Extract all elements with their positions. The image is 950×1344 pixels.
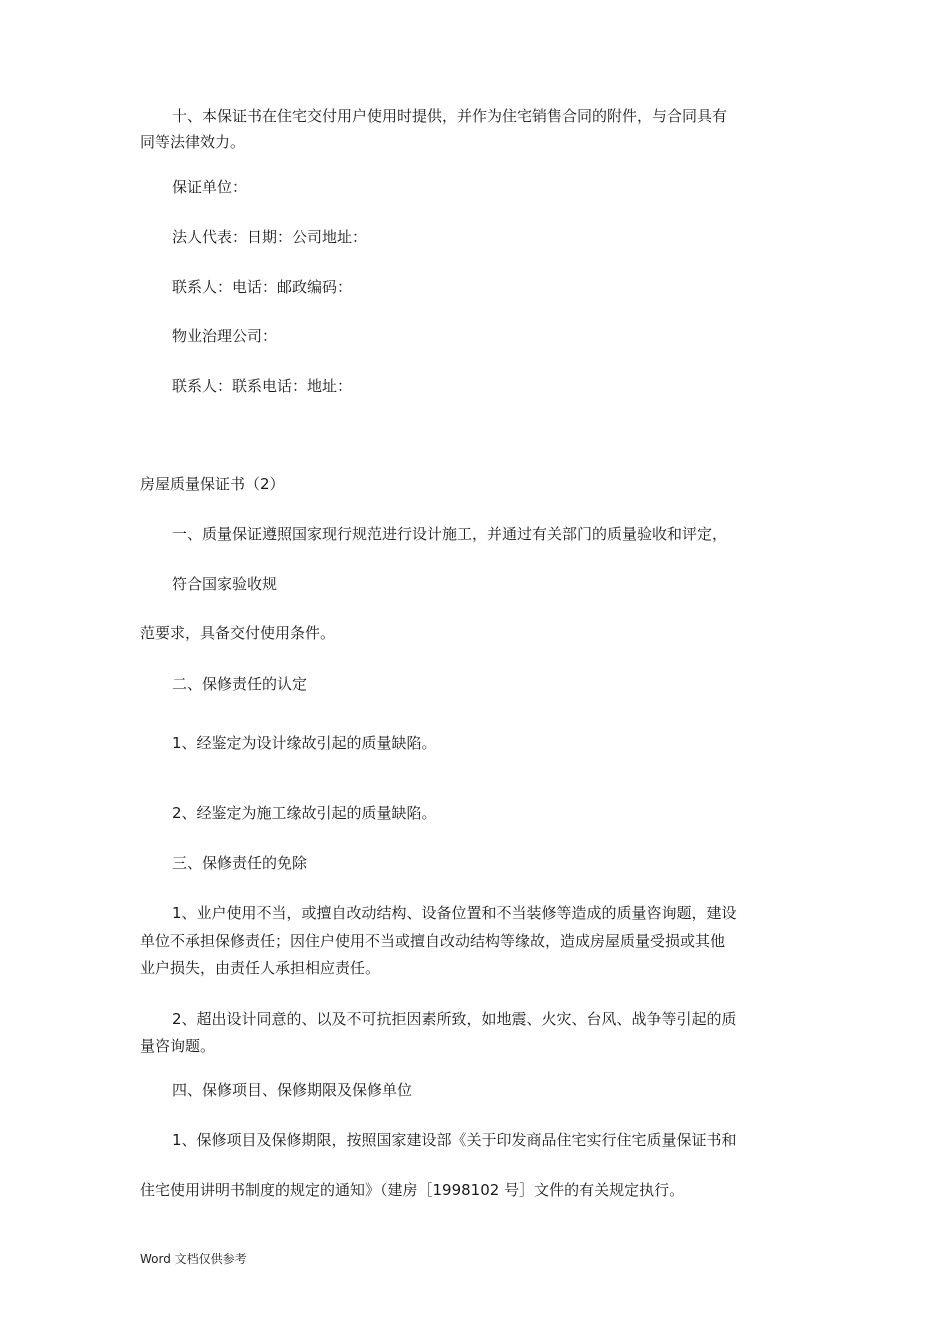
section-three-heading: 三、保修责任的免除 [172, 854, 308, 872]
section-three-item1-line1: 1、业户使用不当，或擅自改动结构、设备位置和不当装修等造成的质量咨询题，建设 [172, 904, 737, 922]
section-one-line2: 符合国家验收规 [172, 575, 278, 593]
section-three-item2-line2: 量咨询题。 [140, 1037, 216, 1055]
section-title: 房屋质量保证书（2） [140, 475, 285, 493]
section-two-item1: 1、经鉴定为设计缘故引起的质量缺陷。 [172, 734, 437, 752]
page-footer: Word 文档仅供参考 [140, 1252, 247, 1266]
section-four-item1-line2: 住宅使用讲明书制度的规定的通知》（建房［1998102 号］文件的有关规定执行。 [140, 1181, 685, 1199]
section-three-item2-line1: 2、超出设计同意的、以及不可抗拒因素所致，如地震、火灾、台风、战争等引起的质 [172, 1010, 737, 1028]
section-four-item1-line1: 1、保修项目及保修期限，按照国家建设部《关于印发商品住宅实行住宅质量保证书和 [172, 1131, 737, 1149]
section-one-line1: 一、质量保证遵照国家现行规范进行设计施工，并通过有关部门的质量验收和评定， [172, 525, 728, 543]
paragraph-ten-line1: 十、本保证书在住宅交付用户使用时提供，并作为住宅销售合同的附件，与合同具有 [172, 107, 728, 125]
section-three-item1-line2: 单位不承担保修责任；因住户使用不当或擅自改动结构等缘故，造成房屋质量受损或其他 [140, 932, 726, 950]
contact-line-1: 联系人：电话：邮政编码： [172, 278, 353, 296]
section-two-heading: 二、保修责任的认定 [172, 675, 308, 693]
section-three-item1-line3: 业户损失，由责任人承担相应责任。 [140, 959, 381, 977]
guarantor-label: 保证单位： [172, 178, 248, 196]
paragraph-ten-line2: 同等法律效力。 [140, 133, 246, 151]
section-two-item2: 2、经鉴定为施工缘故引起的质量缺陷。 [172, 804, 437, 822]
property-management-label: 物业治理公司： [172, 327, 278, 345]
section-four-heading: 四、保修项目、保修期限及保修单位 [172, 1081, 413, 1099]
contact-line-2: 联系人：联系电话：地址： [172, 377, 353, 395]
legal-rep-line: 法人代表：日期：公司地址： [172, 228, 368, 246]
section-one-line3: 范要求，具备交付使用条件。 [140, 624, 336, 642]
